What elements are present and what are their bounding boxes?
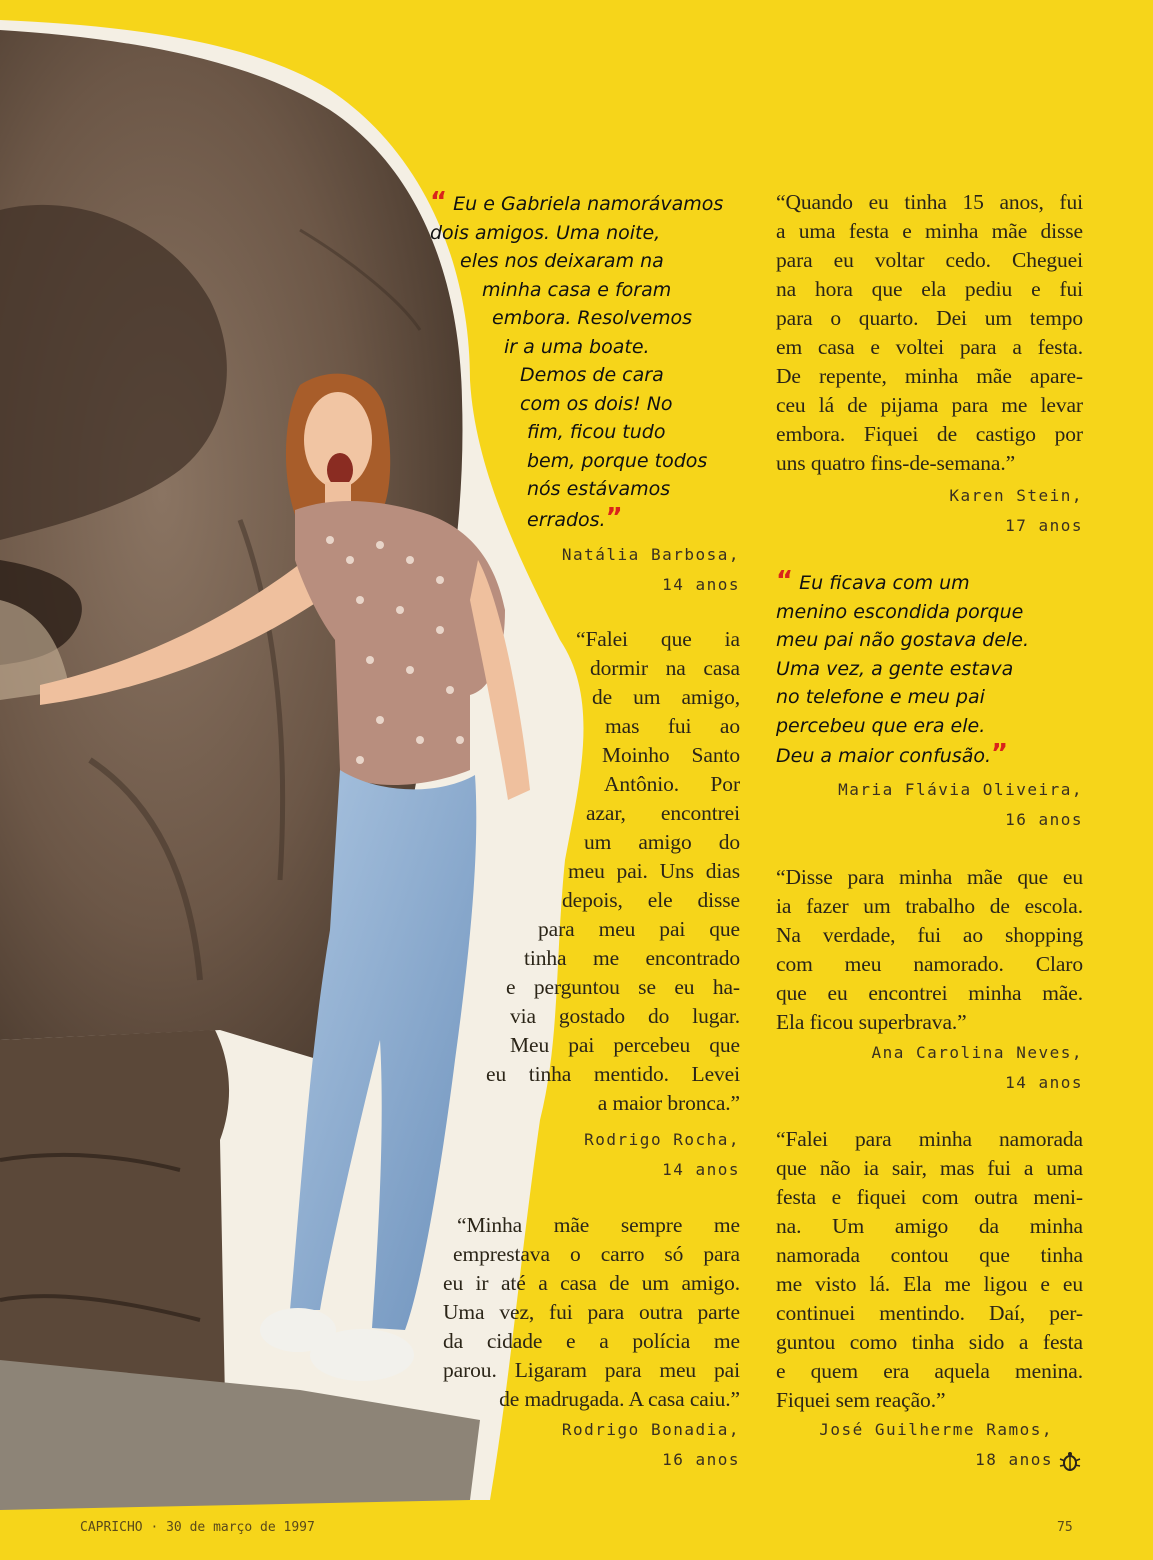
quote-line: ia fazer um trabalho de escola. <box>776 894 1083 918</box>
quote-line: eu ir até a casa de um amigo. <box>443 1271 740 1295</box>
quote-rodrigo-bonadia <box>443 1211 740 1414</box>
quote-line: Deu a maior confusão. <box>776 745 992 767</box>
quote-line: “Falei para minha namorada <box>776 1127 1083 1151</box>
quote-line: a uma festa e minha mãe disse <box>776 219 1083 243</box>
quote-line: tinha me encontrado <box>524 946 740 970</box>
author-name: Rodrigo Rocha, <box>584 1130 740 1149</box>
quote-line: com meu namorado. Claro <box>776 952 1083 976</box>
quote-line: que não ia sair, mas fui a uma <box>776 1156 1083 1180</box>
quote-line: para o quarto. Dei um tempo <box>776 306 1083 330</box>
quote-line: embora. Resolvemos <box>492 307 693 329</box>
quote-line: a maior bronca.” <box>597 1091 740 1115</box>
quote-line: na hora que ela pediu e fui <box>776 277 1083 301</box>
quote-line: dormir na casa <box>590 656 740 680</box>
quote-maria <box>776 567 1086 771</box>
quote-line: da cidade e a polícia me <box>443 1329 740 1353</box>
quote-line: “Disse para minha mãe que eu <box>776 865 1083 889</box>
quote-line: dois amigos. Uma noite, <box>430 221 661 244</box>
quote-line: minha casa e foram <box>482 278 672 301</box>
author-name: Rodrigo Bonadia, <box>561 1420 740 1439</box>
quote-line: festa e fiquei com outra meni- <box>776 1185 1083 1209</box>
quote-line: Uma vez, fui para outra parte <box>443 1300 740 1324</box>
quote-line: e quem era aquela menina. <box>776 1359 1083 1383</box>
bug-icon <box>1058 1451 1082 1473</box>
quote-line: “Falei que ia <box>576 627 740 651</box>
quote-line: Ela ficou superbrava.” <box>776 1010 967 1034</box>
quote-line: Antônio. Por <box>604 772 740 796</box>
quote-line: de madrugada. A casa caiu.” <box>499 1387 740 1411</box>
quote-line: guntou como tinha sido a festa <box>776 1330 1083 1354</box>
author-age: 16 anos <box>1005 810 1083 829</box>
quote-line: Na verdade, fui ao shopping <box>776 923 1083 947</box>
quote-line: parou. Ligaram para meu pai <box>443 1358 740 1382</box>
author-age: 14 anos <box>662 575 740 594</box>
quote-line: em casa e voltei para a festa. <box>776 335 1083 359</box>
page-number: 75 <box>1057 1520 1073 1535</box>
quote-line: meu pai. Uns dias <box>568 859 740 883</box>
quote-line: “Quando eu tinha 15 anos, fui <box>776 190 1083 214</box>
quote-line: um amigo do <box>584 830 740 854</box>
quote-line: errados. <box>527 508 606 531</box>
author-age: 14 anos <box>662 1160 740 1179</box>
quote-line: na. Um amigo da minha <box>776 1214 1083 1238</box>
quote-line: “Minha mãe sempre me <box>457 1213 740 1237</box>
author-ana <box>803 1038 1083 1098</box>
quote-line: mas fui ao <box>605 714 740 738</box>
author-name: Natália Barbosa, <box>561 545 740 564</box>
quote-line: De repente, minha mãe apare- <box>776 364 1083 388</box>
author-rodrigo-rocha <box>500 1125 740 1185</box>
quote-jose <box>776 1125 1083 1415</box>
quote-line: Meu pai percebeu que <box>510 1033 740 1057</box>
close-quote-mark: ” <box>991 739 1009 769</box>
quote-line: bem, porque todos <box>527 449 708 472</box>
quote-line: com os dois! No <box>520 392 673 415</box>
quote-line: meu pai não gostava dele. <box>776 629 1030 651</box>
quote-line: Demos de cara <box>520 364 664 386</box>
quote-line: eles nos deixaram na <box>460 250 664 272</box>
quote-line: uns quatro fins-de-semana.” <box>776 451 1016 475</box>
author-age: 14 anos <box>1005 1073 1083 1092</box>
quote-line: ir a uma boate. <box>504 335 650 358</box>
quote-line: e perguntou se eu ha- <box>506 975 740 999</box>
quote-line: embora. Fiquei de castigo por <box>776 422 1083 446</box>
author-name: José Guilherme Ramos, <box>819 1420 1053 1439</box>
author-age: 18 anos <box>975 1450 1053 1469</box>
quote-karen <box>776 188 1083 478</box>
quote-line: menino escondida porque <box>776 600 1024 623</box>
quote-line: Fiquei sem reação.” <box>776 1388 946 1412</box>
quote-line: Eu e Gabriela namorávamos <box>453 193 724 215</box>
open-quote-mark: “ <box>776 566 794 596</box>
quote-line: que eu encontrei minha mãe. <box>776 981 1083 1005</box>
author-name: Maria Flávia Oliveira, <box>838 780 1083 799</box>
author-age: 17 anos <box>1005 516 1083 535</box>
author-name: Ana Carolina Neves, <box>871 1043 1083 1062</box>
quote-line: me visto lá. Ela me ligou e eu <box>776 1272 1083 1296</box>
page-footer: CAPRICHO · 30 de março de 1997 <box>80 1520 315 1535</box>
quote-line: para meu pai que <box>538 917 740 941</box>
quote-line: de um amigo, <box>592 685 740 709</box>
quote-line: depois, ele disse <box>562 888 740 912</box>
magazine-name: CAPRICHO <box>80 1520 143 1535</box>
quote-line: percebeu que era ele. <box>776 714 986 737</box>
author-age: 16 anos <box>662 1450 740 1469</box>
quote-line: eu tinha mentido. Levei <box>486 1062 740 1086</box>
quote-line: fim, ficou tudo <box>527 421 666 443</box>
quote-line: namorada contou que tinha <box>776 1243 1083 1267</box>
quote-line: Moinho Santo <box>602 743 740 767</box>
author-natalia <box>500 540 740 600</box>
quote-rodrigo-rocha <box>478 625 740 1118</box>
quote-natalia <box>430 188 760 534</box>
issue-date: 30 de março de 1997 <box>166 1520 315 1535</box>
quote-line: emprestava o carro só para <box>453 1242 740 1266</box>
author-jose <box>783 1415 1053 1475</box>
quote-line: continuei mentindo. Daí, per- <box>776 1301 1083 1325</box>
quote-line: Uma vez, a gente estava <box>776 657 1014 680</box>
quote-line: azar, encontrei <box>586 801 740 825</box>
quote-line: ceu lá de pijama para me levar <box>776 393 1083 417</box>
quote-line: Eu ficava com um <box>799 572 970 594</box>
author-name: Karen Stein, <box>949 486 1083 505</box>
close-quote-mark: ” <box>605 502 623 533</box>
quote-line: para eu voltar cedo. Cheguei <box>776 248 1083 272</box>
quote-line: via gostado do lugar. <box>510 1004 740 1028</box>
author-rodrigo-bonadia <box>500 1415 740 1475</box>
open-quote-mark: “ <box>430 187 448 217</box>
quote-line: nós estávamos <box>527 478 671 500</box>
quote-line: no telefone e meu pai <box>776 686 985 708</box>
quote-ana <box>776 863 1083 1037</box>
author-karen <box>843 481 1083 541</box>
author-maria <box>783 775 1083 835</box>
